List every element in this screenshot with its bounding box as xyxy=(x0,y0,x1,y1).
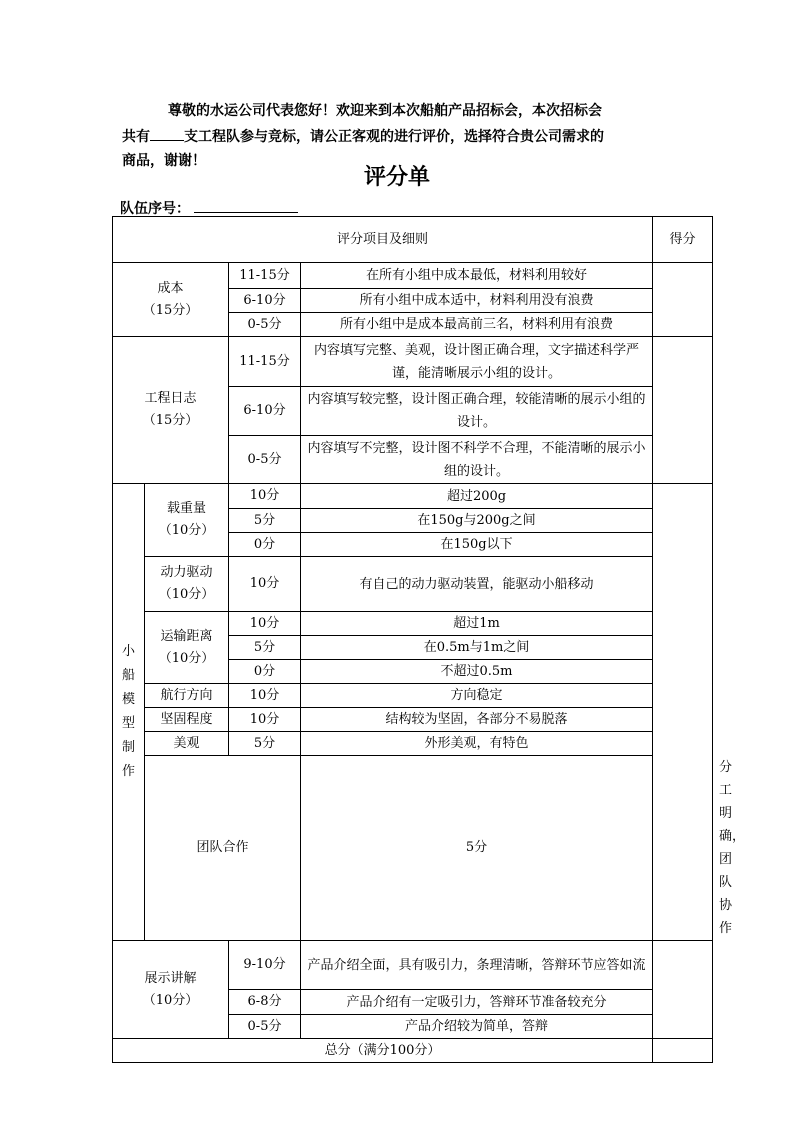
criteria-text: 结构较为坚固，各部分不易脱落 xyxy=(301,708,653,732)
criteria-text: 内容填写完整、美观，设计图正确合理，文字描述科学严谨，能清晰展示小组的设计。 xyxy=(301,337,653,387)
cost-category xyxy=(113,263,229,337)
criteria-text: 产品介绍全面，具有吸引力，条理清晰，答辩环节应答如流 xyxy=(301,941,653,990)
score-range: 5分 xyxy=(229,509,301,533)
score-cell-cost[interactable] xyxy=(653,263,713,337)
power-subcategory xyxy=(145,557,229,612)
score-range: 0分 xyxy=(229,660,301,684)
criteria-text: 外形美观，有特色 xyxy=(301,732,653,756)
distance-subcategory xyxy=(145,612,229,684)
score-range: 11-15分 xyxy=(229,263,301,289)
table-row xyxy=(113,732,713,756)
power-name: 动力驱动 xyxy=(160,565,213,580)
sturdy-subcategory: 坚固程度 xyxy=(145,708,229,732)
score-range: 0-5分 xyxy=(229,1015,301,1039)
table-row xyxy=(113,1039,713,1063)
team-number-row xyxy=(120,198,298,218)
score-range: 6-8分 xyxy=(229,990,301,1015)
load-subcategory xyxy=(145,484,229,557)
score-range: 10分 xyxy=(229,684,301,708)
header-item: 评分项目及细则 xyxy=(113,217,653,263)
log-name: 工程日志 xyxy=(144,391,197,406)
criteria-text: 方向稳定 xyxy=(301,684,653,708)
table-row xyxy=(113,684,713,708)
score-range: 5分 xyxy=(229,636,301,660)
criteria-text: 所有小组中成本适中，材料利用没有浪费 xyxy=(301,289,653,313)
score-range: 5分 xyxy=(229,732,301,756)
table-row xyxy=(113,612,713,636)
present-name: 展示讲解 xyxy=(144,970,197,986)
score-cell-model[interactable] xyxy=(653,484,713,941)
direction-subcategory: 航行方向 xyxy=(145,684,229,708)
intro-line-2-start: 共有 xyxy=(122,129,150,145)
distance-points: （10分） xyxy=(158,650,215,666)
model-category xyxy=(113,484,145,941)
model-label: 小 船 模 型 制 作 xyxy=(121,644,135,779)
criteria-text: 所有小组中是成本最高前三名，材料利用有浪费 xyxy=(301,313,653,337)
criteria-text: 在150g以下 xyxy=(301,533,653,557)
score-range: 10分 xyxy=(229,557,301,612)
score-cell-present[interactable] xyxy=(653,941,713,1039)
criteria-text: 超过200g xyxy=(301,484,653,509)
log-category xyxy=(113,337,229,484)
criteria-text: 内容填写不完整，设计图不科学不合理，不能清晰的展示小组的设计。 xyxy=(301,436,653,484)
header-score: 得分 xyxy=(653,217,713,263)
table-row xyxy=(113,484,713,509)
intro-line-1: 尊敬的水运公司代表您好！欢迎来到本次船舶产品招标会，本次招标会 xyxy=(168,103,602,119)
table-row xyxy=(113,337,713,387)
table-row: 团队合作 5分 分工明确，团队协作 xyxy=(113,756,713,941)
cost-name: 成本 xyxy=(157,280,184,296)
criteria-text: 内容填写较完整，设计图正确合理，较能清晰的展示小组的设计。 xyxy=(301,387,653,436)
present-category xyxy=(113,941,229,1039)
score-range: 10分 xyxy=(229,708,301,732)
criteria-text: 有自己的动力驱动装置，能驱动小船移动 xyxy=(301,557,653,612)
looks-subcategory: 美观 xyxy=(145,732,229,756)
score-range: 6-10分 xyxy=(229,387,301,436)
total-label: 总分（满分100分） xyxy=(113,1039,653,1063)
log-points: （15分） xyxy=(142,413,199,428)
score-range: 6-10分 xyxy=(229,289,301,313)
load-points: （10分） xyxy=(158,523,215,538)
table-row xyxy=(113,557,713,612)
criteria-text: 不超过0.5m xyxy=(301,660,653,684)
teamwork-category: 团队合作 xyxy=(145,756,301,941)
cost-points: （15分） xyxy=(142,302,199,318)
intro-line-2-end: 支工程队参与竞标，请公正客观的进行评价，选择符合贵公司需求的 xyxy=(184,129,604,145)
table-row xyxy=(113,263,713,289)
score-table xyxy=(112,216,746,1063)
score-range: 10分 xyxy=(229,612,301,636)
present-points: （10分） xyxy=(142,992,199,1008)
power-points: （10分） xyxy=(158,587,215,602)
score-range: 5分 xyxy=(301,756,653,941)
criteria-text: 在150g与200g之间 xyxy=(301,509,653,533)
table-header-row xyxy=(113,217,713,263)
score-range: 0-5分 xyxy=(229,313,301,337)
team-number-blank[interactable] xyxy=(194,198,298,213)
distance-name: 运输距离 xyxy=(160,628,213,644)
team-number-label: 队伍序号： xyxy=(120,201,190,217)
score-range: 0-5分 xyxy=(229,436,301,484)
score-cell-log[interactable] xyxy=(653,337,713,484)
criteria-text: 产品介绍较为简单，答辩 xyxy=(301,1015,653,1039)
table-row xyxy=(113,941,713,990)
intro-line-2 xyxy=(122,126,604,146)
criteria-text: 超过1m xyxy=(301,612,653,636)
score-range: 0分 xyxy=(229,533,301,557)
score-range: 11-15分 xyxy=(229,337,301,387)
page-title: 评分单 xyxy=(363,164,430,190)
criteria-text: 在所有小组中成本最低，材料利用较好 xyxy=(301,263,653,289)
criteria-text: 在0.5m与1m之间 xyxy=(301,636,653,660)
table-row xyxy=(113,708,713,732)
load-name: 载重量 xyxy=(166,501,206,516)
score-range: 9-10分 xyxy=(229,941,301,990)
score-cell-total[interactable] xyxy=(653,1039,713,1063)
criteria-text: 产品介绍有一定吸引力，答辩环节准备较充分 xyxy=(301,990,653,1015)
team-count-blank[interactable] xyxy=(150,128,184,141)
intro-line-3: 商品，谢谢！ xyxy=(122,153,206,169)
score-range: 10分 xyxy=(229,484,301,509)
